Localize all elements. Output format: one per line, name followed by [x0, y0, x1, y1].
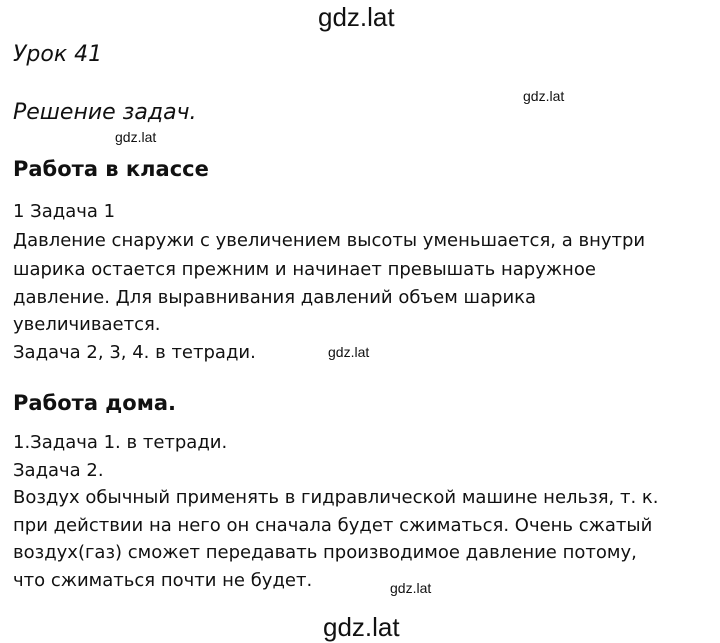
watermark-after-task-line: gdz.lat [328, 344, 370, 360]
watermark-top: gdz.lat [318, 2, 395, 32]
lesson-title: Урок 41 [13, 42, 103, 67]
class-work-line: давление. Для выравнивания давлений объем шарика [13, 287, 537, 308]
watermark-bottom: gdz.lat [323, 612, 400, 642]
class-work-line: Задача 2, 3, 4. в тетради. [13, 342, 256, 363]
class-work-line: Давление снаружи с увеличением высоты уменьшается, а внутри [13, 230, 646, 251]
watermark-after-last-line: gdz.lat [390, 580, 432, 596]
class-work-line: 1 Задача 1 [13, 201, 116, 222]
watermark-below-title: gdz.lat [115, 129, 157, 145]
home-work-line: что сжиматься почти не будет. [13, 570, 313, 591]
home-work-line: при действии на него он сначала будет сжиматься. Очень сжатый [13, 515, 653, 536]
class-work-heading: Работа в классе [13, 157, 209, 181]
home-work-line: воздух(газ) сможет передавать производимое давление потому, [13, 542, 637, 563]
watermark-right-of-title: gdz.lat [523, 88, 565, 104]
class-work-line: шарика остается прежним и начинает превышать наружное [13, 259, 596, 280]
lesson-subtitle: Решение задач. [13, 100, 197, 125]
home-work-heading: Работа дома. [13, 391, 177, 415]
class-work-line: увеличивается. [13, 314, 161, 335]
home-work-line: 1.Задача 1. в тетради. [13, 432, 228, 453]
home-work-line: Задача 2. [13, 460, 104, 481]
home-work-line: Воздух обычный применять в гидравлической машине нельзя, т. к. [13, 487, 659, 508]
